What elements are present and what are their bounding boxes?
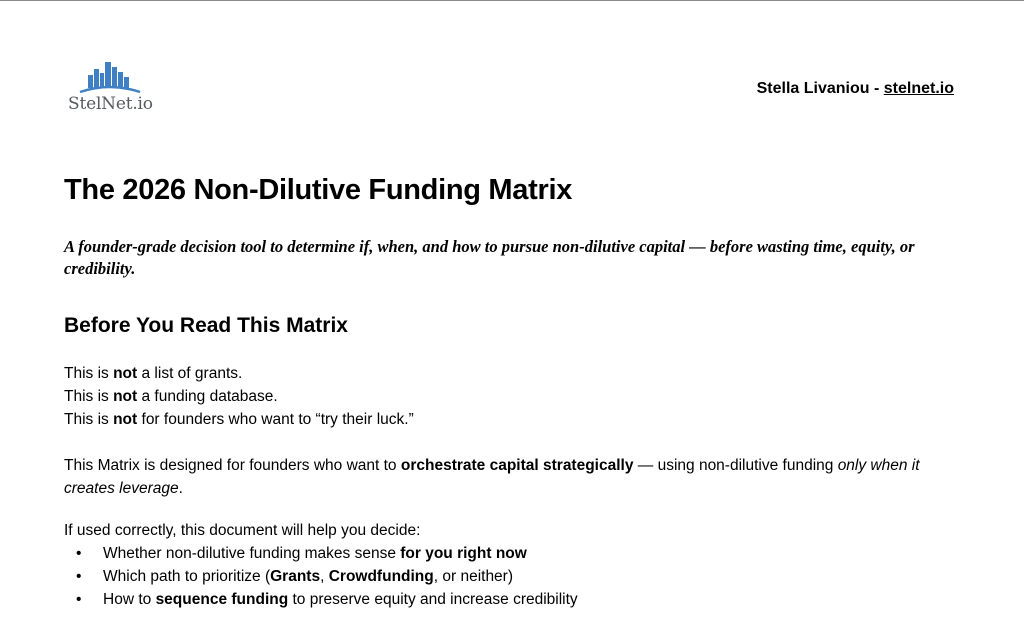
author-name: Stella Livaniou -	[756, 80, 884, 97]
top-border	[0, 0, 1024, 1]
author-website-link[interactable]: stelnet.io	[883, 80, 954, 97]
decision-lead: If used correctly, this document will help you decide:	[64, 522, 421, 539]
not-statement: This is not a list of grants.	[64, 365, 243, 382]
list-item: • Which path to prioritize (Grants, Crowdfunding, or neither)	[64, 565, 964, 588]
decision-section	[64, 519, 964, 611]
not-statement: This is not a funding database.	[64, 388, 278, 405]
section-heading: Before You Read This Matrix	[64, 314, 348, 337]
bullet-icon: •	[76, 568, 82, 585]
city-skyline-icon	[78, 58, 142, 94]
bullet-icon: •	[76, 591, 82, 608]
list-item: • How to sequence funding to preserve equity and increase credibility	[64, 588, 964, 611]
author-line	[757, 80, 954, 98]
intro-paragraph: This Matrix is designed for founders who want to orchestrate capital strategically — using non-dilutive funding only when it creates leverage.	[64, 457, 920, 497]
not-statement: This is not for founders who want to “try their luck.”	[64, 411, 414, 428]
not-statements	[64, 362, 964, 431]
logo-wordmark: StelNet.io	[68, 94, 153, 114]
decision-list	[64, 542, 964, 611]
page-title: The 2026 Non-Dilutive Funding Matrix	[64, 174, 573, 206]
stelnet-logo	[68, 58, 152, 116]
page-subtitle: A founder-grade decision tool to determine if, when, and how to pursue non-dilutive capital — before wasting time, equity, or credibility.	[64, 237, 915, 278]
list-item: • Whether non-dilutive funding makes sense for you right now	[64, 542, 964, 565]
bullet-icon: •	[76, 545, 82, 562]
